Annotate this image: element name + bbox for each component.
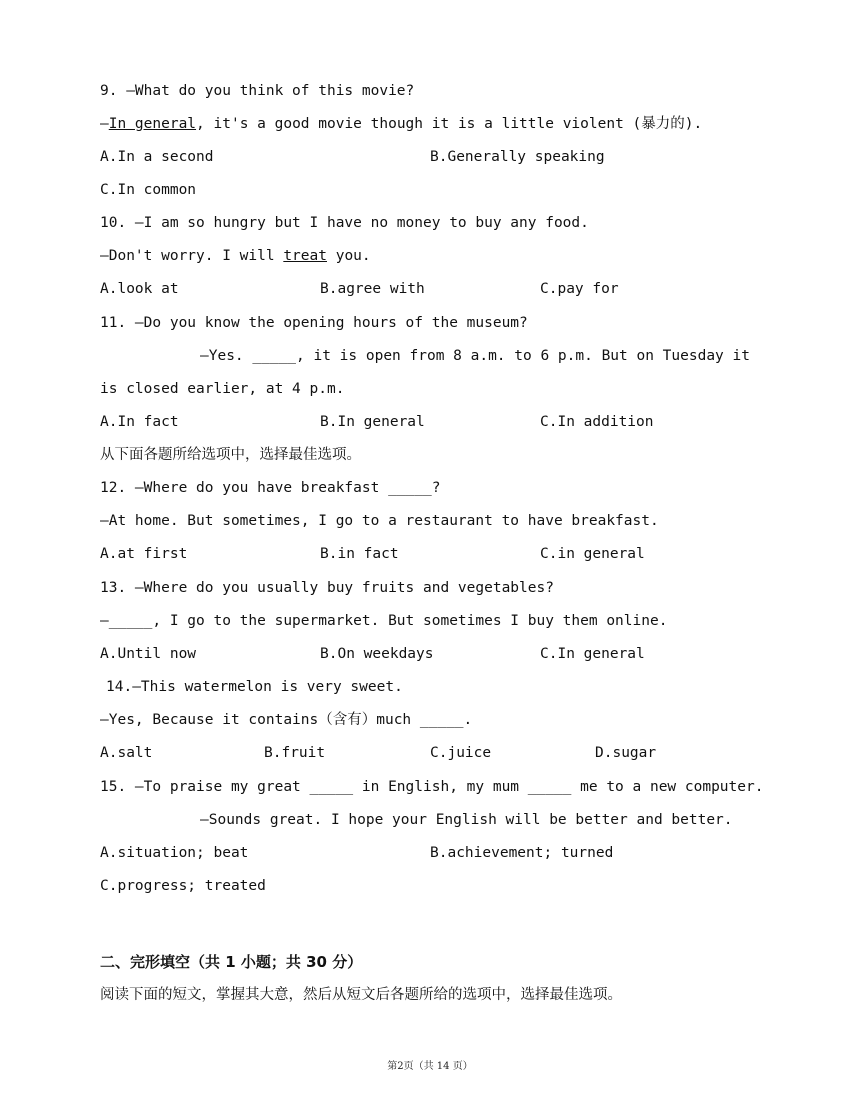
q10-option-a: A.look at	[100, 281, 179, 297]
q9-reply-prefix: —	[100, 116, 109, 132]
q11-reply: —Yes. _____, it is open from 8 a.m. to 6 p.m. But on Tuesday it	[200, 348, 750, 364]
q15-stem: 15. —To praise my great _____ in English, my mum _____ me to a new computer.	[100, 779, 764, 795]
q13-option-b: B.On weekdays	[320, 646, 434, 662]
q12-option-a: A.at first	[100, 546, 188, 562]
q11-option-b: B.In general	[320, 414, 425, 430]
q13-option-a: A.Until now	[100, 646, 197, 662]
q10-underlined-word: treat	[283, 248, 327, 264]
q10-reply	[100, 246, 371, 266]
q12-stem: 12. —Where do you have breakfast _____?	[100, 480, 441, 496]
q10-option-b: B.agree with	[320, 281, 425, 297]
q9-option-a: A.In a second	[100, 149, 214, 165]
q10-reply-prefix: —Don't worry. I will	[100, 248, 284, 264]
section2-instruction: 阅读下面的短文，掌握其大意，然后从短文后各题所给的选项中，选择最佳选项。	[100, 987, 622, 1003]
q13-option-c: C.In general	[540, 646, 645, 662]
q13-reply: —_____, I go to the supermarket. But sometimes I buy them online.	[100, 613, 668, 629]
q10-stem: 10. —I am so hungry but I have no money to buy any food.	[100, 215, 589, 231]
q15-option-c: C.progress; treated	[100, 878, 266, 894]
q14-stem: 14.—This watermelon is very sweet.	[106, 679, 403, 695]
q14-option-a: A.salt	[100, 745, 153, 761]
q9-underlined-phrase: In general	[108, 116, 197, 132]
q9-reply-rest: , it's a good movie though it is a little violent (暴力的).	[196, 116, 703, 132]
section-instruction: 从下面各题所给选项中，选择最佳选项。	[100, 447, 361, 463]
q10-option-c: C.pay for	[540, 281, 619, 297]
q11-option-c: C.In addition	[540, 414, 654, 430]
q14-option-d: D.sugar	[595, 745, 657, 761]
q15-option-a: A.situation; beat	[100, 845, 249, 861]
q10-reply-rest: you.	[326, 248, 371, 264]
q9-option-c: C.In common	[100, 182, 197, 198]
q12-option-c: C.in general	[540, 546, 645, 562]
q11-stem: 11. —Do you know the opening hours of the museum?	[100, 315, 528, 331]
q9-stem: 9. —What do you think of this movie?	[100, 83, 415, 99]
section2-heading: 二、完形填空（共 1 小题；共 30 分）	[100, 953, 363, 971]
q15-reply: —Sounds great. I hope your English will be better and better.	[200, 812, 733, 828]
q11-reply-cont: is closed earlier, at 4 p.m.	[100, 381, 345, 397]
q12-option-b: B.in fact	[320, 546, 399, 562]
q11-option-a: A.In fact	[100, 414, 179, 430]
page-footer: 第2页（共 14 页）	[387, 1061, 473, 1072]
q15-option-b: B.achievement; turned	[430, 845, 614, 861]
q12-reply: —At home. But sometimes, I go to a restaurant to have breakfast.	[100, 513, 659, 529]
q14-option-b: B.fruit	[264, 745, 326, 761]
q14-option-c: C.juice	[430, 745, 492, 761]
q9-option-b: B.Generally speaking	[430, 149, 605, 165]
q13-stem: 13. —Where do you usually buy fruits and vegetables?	[100, 580, 554, 596]
q14-reply: —Yes, Because it contains（含有）much _____.	[100, 712, 473, 728]
q9-reply	[100, 114, 702, 134]
